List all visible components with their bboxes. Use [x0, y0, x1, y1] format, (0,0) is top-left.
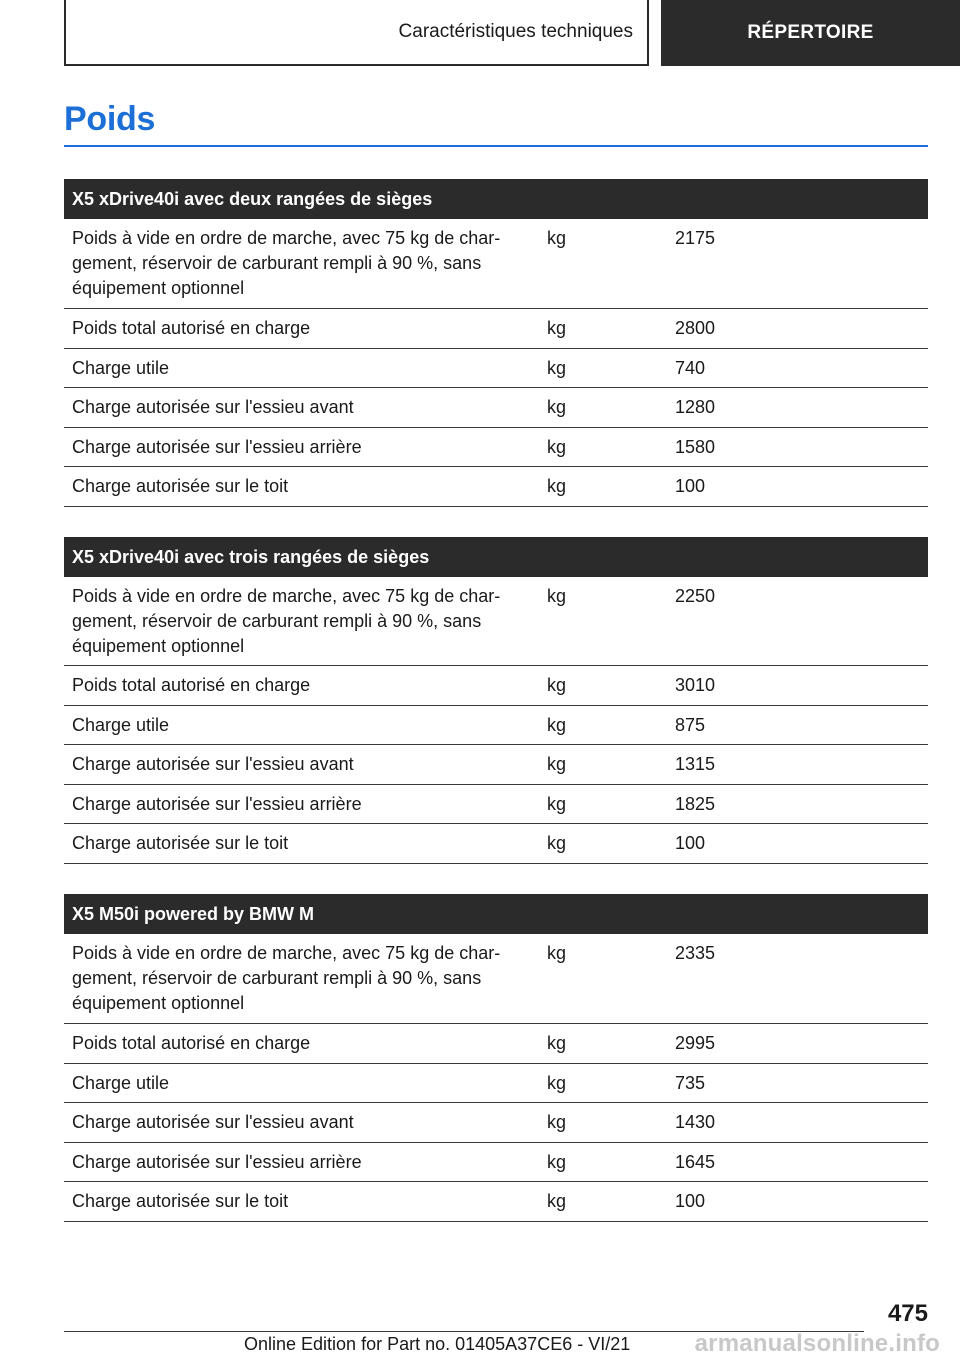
- table-row: [64, 219, 928, 309]
- row-label: Charge autorisée sur le toit: [72, 833, 289, 853]
- row-unit: kg: [547, 228, 567, 248]
- row-label: Charge utile: [72, 715, 170, 735]
- row-value: 1645: [675, 1152, 716, 1172]
- row-value: 3010: [675, 675, 716, 695]
- page-title: Poids: [64, 100, 156, 138]
- row-value: 1825: [675, 794, 716, 814]
- table-row: [64, 1103, 928, 1143]
- table-row: [64, 349, 928, 388]
- table-row: [64, 706, 928, 745]
- row-value: 2335: [675, 943, 716, 963]
- table-row: [64, 745, 928, 785]
- spec-table-x5-xdrive40i-three-rows: [64, 537, 928, 864]
- row-label: Poids total autorisé en charge: [72, 318, 311, 338]
- spec-table-x5-xdrive40i-two-rows: [64, 179, 928, 507]
- row-value: 1430: [675, 1112, 716, 1132]
- table-row: [64, 467, 928, 507]
- row-unit: kg: [547, 833, 567, 853]
- table-row: [64, 666, 928, 706]
- row-label-text: Poids à vide en ordre de marche, avec 75 kg de char- gement, réservoir de carburant rempli à 90 %, sans équipement optionnel: [72, 228, 501, 298]
- table-row: [64, 934, 928, 1024]
- row-label: [64, 219, 539, 308]
- row-unit: kg: [547, 358, 567, 378]
- index-tab[interactable]: RÉPERTOIRE: [661, 0, 960, 66]
- row-value: 740: [675, 358, 706, 378]
- row-value: 2995: [675, 1033, 716, 1053]
- title-divider: [64, 145, 928, 147]
- page-number: 475: [887, 1300, 928, 1327]
- table-row: [64, 1143, 928, 1182]
- row-unit: kg: [547, 1073, 567, 1093]
- row-label: [64, 934, 539, 1023]
- row-unit: kg: [547, 715, 567, 735]
- row-unit: kg: [547, 1152, 567, 1172]
- row-unit: kg: [547, 1191, 567, 1211]
- row-unit: kg: [547, 794, 567, 814]
- row-unit: kg: [547, 1033, 567, 1053]
- table-row: [64, 577, 928, 666]
- row-unit: kg: [547, 397, 567, 417]
- top-navigation: [64, 0, 960, 66]
- row-label: [64, 577, 539, 665]
- row-label: Charge autorisée sur le toit: [72, 1191, 289, 1211]
- row-value: 2175: [675, 228, 716, 248]
- row-label: Charge autorisée sur le toit: [72, 476, 289, 496]
- table-row: [64, 1064, 928, 1103]
- table-row: [64, 309, 928, 349]
- row-unit: kg: [547, 476, 567, 496]
- table-row: [64, 824, 928, 864]
- row-value: 100: [675, 833, 706, 853]
- row-value: 2800: [675, 318, 716, 338]
- row-label: Charge autorisée sur l'essieu arrière: [72, 794, 362, 814]
- row-unit: kg: [547, 754, 567, 774]
- edition-note: Online Edition for Part no. 01405A37CE6 - VI/21: [244, 1334, 631, 1354]
- row-value: 875: [675, 715, 706, 735]
- row-value: 100: [675, 1191, 706, 1211]
- table-row: [64, 1024, 928, 1064]
- row-value: 1280: [675, 397, 716, 417]
- row-unit: kg: [547, 943, 567, 963]
- row-value: 1580: [675, 437, 716, 457]
- row-label: Poids total autorisé en charge: [72, 675, 311, 695]
- row-label: Charge autorisée sur l'essieu avant: [72, 754, 354, 774]
- table-title: X5 M50i powered by BMW M: [64, 894, 928, 934]
- section-tab[interactable]: Caractéristiques techniques: [64, 0, 649, 66]
- row-label: Charge utile: [72, 1073, 170, 1093]
- row-value: 2250: [675, 586, 716, 606]
- row-label: Charge utile: [72, 358, 170, 378]
- table-row: [64, 428, 928, 467]
- row-label: Charge autorisée sur l'essieu arrière: [72, 1152, 362, 1172]
- table-row: [64, 1182, 928, 1222]
- row-label: Poids total autorisé en charge: [72, 1033, 311, 1053]
- row-unit: kg: [547, 675, 567, 695]
- table-row: [64, 388, 928, 428]
- row-unit: kg: [547, 586, 567, 606]
- watermark: armanualsonline.info: [694, 1330, 940, 1357]
- row-label: Charge autorisée sur l'essieu avant: [72, 397, 354, 417]
- row-label-text: Poids à vide en ordre de marche, avec 75 kg de char- gement, réservoir de carburant rempli à 90 %, sans équipement optionnel: [72, 943, 501, 1013]
- row-value: 1315: [675, 754, 716, 774]
- row-label-text: Poids à vide en ordre de marche, avec 75 kg de char- gement, réservoir de carburant rempli à 90 %, sans équipement optionnel: [72, 586, 501, 656]
- spec-table-x5-m50i: [64, 894, 928, 1222]
- row-unit: kg: [547, 1112, 567, 1132]
- table-row: [64, 785, 928, 824]
- row-value: 735: [675, 1073, 706, 1093]
- table-title: X5 xDrive40i avec trois rangées de sièges: [64, 537, 928, 577]
- row-value: 100: [675, 476, 706, 496]
- row-label: Charge autorisée sur l'essieu arrière: [72, 437, 362, 457]
- table-title: X5 xDrive40i avec deux rangées de sièges: [64, 179, 928, 219]
- row-unit: kg: [547, 318, 567, 338]
- row-label: Charge autorisée sur l'essieu avant: [72, 1112, 354, 1132]
- row-unit: kg: [547, 437, 567, 457]
